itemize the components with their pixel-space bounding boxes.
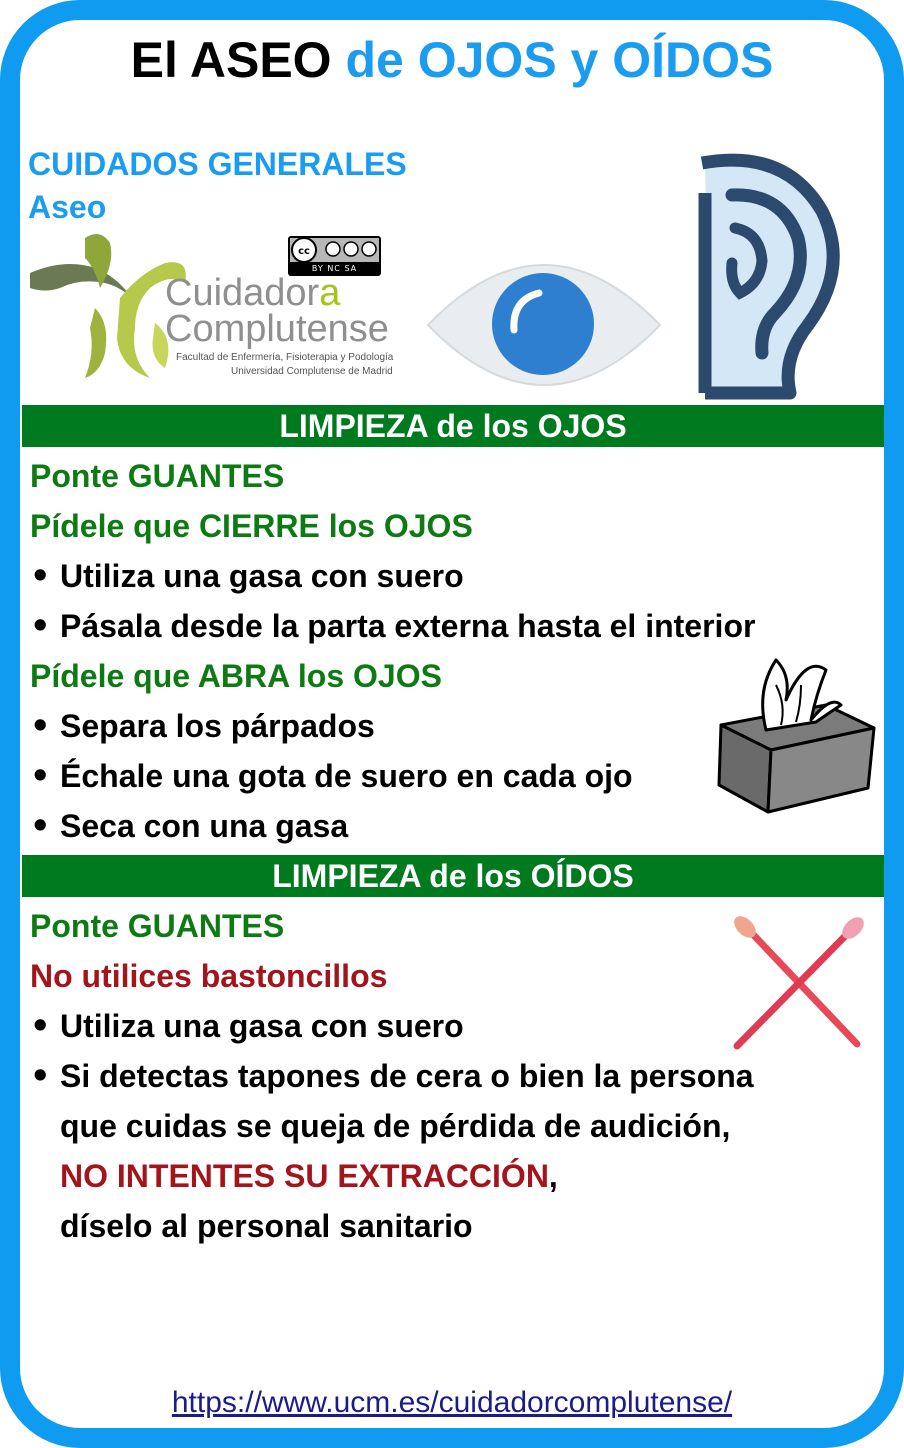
- ear-icon: [690, 153, 850, 403]
- ears-alert-text: NO INTENTES SU EXTRACCIÓN: [60, 1158, 549, 1194]
- creative-commons-icon: [288, 236, 381, 276]
- eyes-bullet-separate: Separa los párpados: [60, 708, 375, 744]
- eyes-bullet-dry: Seca con una gasa: [60, 808, 349, 844]
- ears-bullet-wax-line-2: que cuidas se queja de pérdida de audición,: [60, 1108, 731, 1144]
- logo-university: Universidad Complutense de Madrid: [231, 366, 393, 377]
- logo-line-1: Cuidadora: [165, 272, 341, 314]
- bullet-dot: •: [30, 1057, 51, 1095]
- bullet-dot: •: [30, 757, 51, 795]
- ears-step-gloves: Ponte GUANTES: [30, 908, 285, 944]
- eyes-step-gloves: Ponte GUANTES: [30, 458, 285, 494]
- logo-line-2: Complutense: [165, 308, 389, 350]
- tissue-box-icon: [716, 650, 878, 816]
- ears-bullet-gauze: Utiliza una gasa con suero: [60, 1008, 464, 1044]
- page-title: [0, 30, 904, 90]
- title-part-2: de OJOS y OÍDOS: [345, 32, 774, 88]
- bullet-dot: •: [30, 607, 51, 645]
- crossed-cotton-swabs-icon: [725, 914, 870, 1054]
- license-label: BY NC SA: [311, 264, 358, 273]
- bullet-dot: •: [30, 807, 51, 845]
- ears-bullet-wax-line-1: Si detectas tapones de cera o bien la persona: [60, 1058, 754, 1094]
- ears-warning-swabs: No utilices bastoncillos: [30, 958, 388, 994]
- general-heading: CUIDADOS GENERALES: [28, 146, 407, 182]
- title-part-1: El ASEO: [130, 32, 332, 88]
- logo-faculty: Facultad de Enfermería, Fisioterapia y Podología: [176, 352, 394, 363]
- ears-bullet-wax-line-4: díselo al personal sanitario: [60, 1208, 473, 1244]
- eyes-step-close: Pídele que CIERRE los OJOS: [30, 508, 473, 544]
- eyes-bullet-wipe: Pásala desde la parta externa hasta el interior: [60, 608, 756, 644]
- footer-url-link[interactable]: https://www.ucm.es/cuidadorcomplutense/: [171, 1386, 733, 1419]
- general-subheading: Aseo: [28, 189, 107, 225]
- ears-bullet-wax-line-3: NO INTENTES SU EXTRACCIÓN,: [60, 1158, 558, 1194]
- bullet-dot: •: [30, 707, 51, 745]
- eyes-bullet-gauze: Utiliza una gasa con suero: [60, 558, 464, 594]
- svg-text:cc: cc: [298, 246, 310, 257]
- eyes-bullet-drop: Échale una gota de suero en cada ojo: [60, 758, 633, 794]
- ears-section-band: LIMPIEZA de los OÍDOS: [22, 855, 884, 897]
- eye-icon: [424, 255, 664, 395]
- eyes-section-band: LIMPIEZA de los OJOS: [22, 405, 884, 447]
- bullet-dot: •: [30, 557, 51, 595]
- eyes-step-open: Pídele que ABRA los OJOS: [30, 658, 442, 694]
- bullet-dot: •: [30, 1007, 51, 1045]
